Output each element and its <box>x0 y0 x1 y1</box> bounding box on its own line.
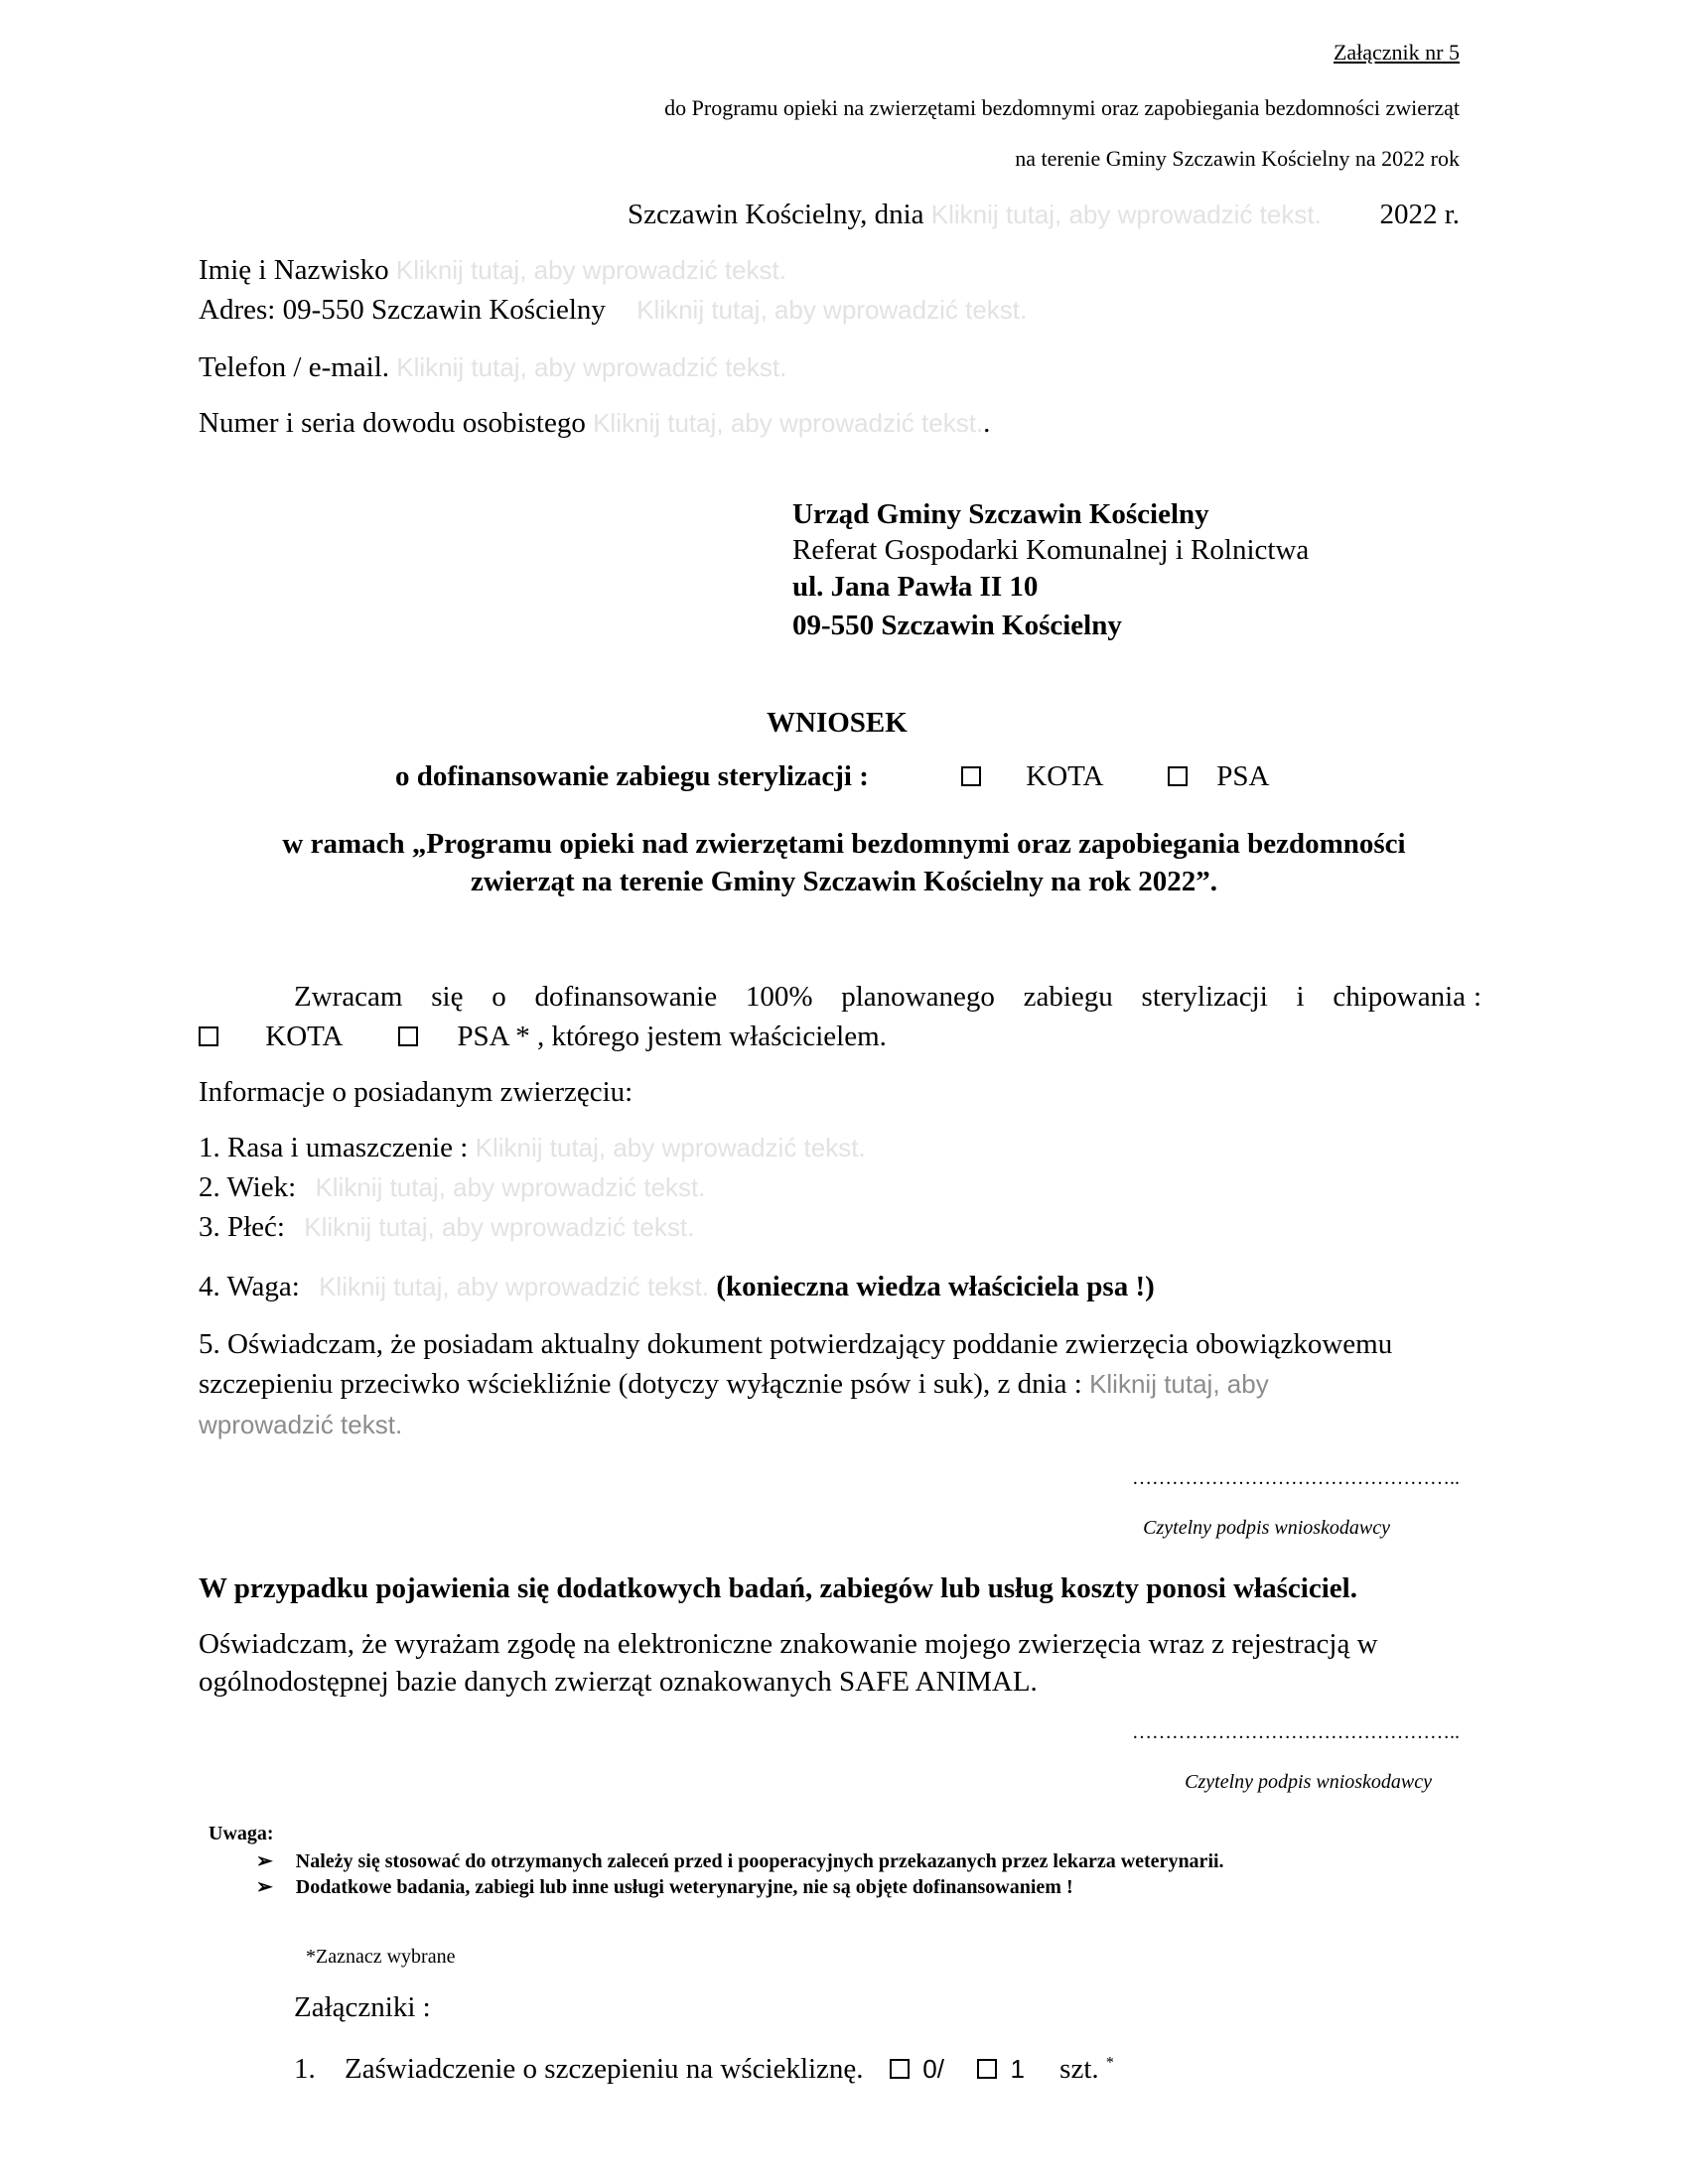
program-title-line2: zwierząt na terenie Gminy Szczawin Kościelny na rok 2022”. <box>470 866 1218 897</box>
weight-input[interactable]: Kliknij tutaj, aby wprowadzić tekst. <box>319 1272 710 1301</box>
date-prefix: Szczawin Kościelny, dnia <box>628 199 924 230</box>
signature-line-1: ………………………………………….. <box>1132 1467 1460 1489</box>
vaccination-date-input[interactable]: Kliknij tutaj, aby <box>1089 1369 1269 1399</box>
request-dog-label: PSA * , którego jestem właścicielem. <box>457 1021 887 1052</box>
attachments-heading: Załączniki : <box>294 1991 431 2023</box>
request-options <box>199 1021 887 1053</box>
program-reference-line1: do Programu opieki na zwierzętami bezdomnymi oraz zapobiegania bezdomności zwierząt <box>664 95 1460 120</box>
request-text: Zwracam się o dofinansowanie 100% planowanego zabiegu sterylizacji i chipowania <box>294 981 1466 1013</box>
cat-checkbox[interactable] <box>961 766 981 786</box>
id-input[interactable]: Kliknij tutaj, aby wprowadzić tekst. <box>593 408 984 438</box>
consent-line2: ogólnodostępnej bazie danych zwierząt oznakowanych SAFE ANIMAL. <box>199 1666 1038 1698</box>
note-item-2 <box>256 1874 1073 1899</box>
attachment-number: 1. <box>294 2053 316 2085</box>
breed-row <box>199 1132 866 1164</box>
age-input[interactable]: Kliknij tutaj, aby wprowadzić tekst. <box>315 1172 706 1202</box>
count-one-label: 1 <box>1010 2054 1025 2084</box>
program-reference-line2: na terenie Gminy Szczawin Kościelny na 2022 rok <box>1015 146 1460 171</box>
vaccination-date-input-cont[interactable]: wprowadzić tekst. <box>199 1410 403 1439</box>
recipient-city: 09-550 Szczawin Kościelny <box>792 610 1122 641</box>
id-row <box>199 407 990 440</box>
id-end: . <box>983 407 991 439</box>
vaccination-line2 <box>199 1368 1269 1401</box>
age-label: 2. Wiek: <box>199 1171 297 1203</box>
title-option-dog[interactable] <box>1168 760 1269 793</box>
annex-number: Załącznik nr 5 <box>1333 40 1460 65</box>
sex-label: 3. Płeć: <box>199 1211 285 1243</box>
phone-row <box>199 351 786 384</box>
attachment-text: Zaświadczenie o szczepieniu na wściekliznę. <box>345 2053 864 2085</box>
recipient-department: Referat Gospodarki Komunalnej i Rolnictwa <box>792 534 1310 566</box>
note-item-1 <box>256 1848 1224 1873</box>
costs-notice: W przypadku pojawienia się dodatkowych badań, zabiegów lub usług koszty ponosi właściciel. <box>199 1572 1357 1604</box>
request-cat-checkbox[interactable] <box>199 1026 218 1046</box>
subtitle-row <box>395 760 869 793</box>
date-year: 2022 r. <box>1379 199 1460 230</box>
attachment-item-1 <box>294 2053 864 2086</box>
signature-line-2: ………………………………………….. <box>1132 1721 1460 1743</box>
signature-caption-2: Czytelny podpis wnioskodawcy <box>1185 1771 1432 1793</box>
weight-label: 4. Waga: <box>199 1271 300 1302</box>
document-title: WNIOSEK <box>767 707 908 739</box>
breed-label: 1. Rasa i umaszczenie : <box>199 1132 469 1163</box>
note-heading: Uwaga: <box>209 1823 274 1844</box>
address-row <box>199 294 1027 327</box>
recipient-street: ul. Jana Pawła II 10 <box>792 571 1039 603</box>
address-label: Adres: 09-550 Szczawin Kościelny <box>199 294 606 326</box>
date-input[interactable]: Kliknij tutaj, aby wprowadzić tekst. <box>930 200 1322 229</box>
address-input[interactable]: Kliknij tutaj, aby wprowadzić tekst. <box>636 295 1028 325</box>
weight-note: (konieczna wiedza właściciela psa !) <box>716 1271 1155 1302</box>
vaccination-line1: 5. Oświadczam, że posiadam aktualny dokument potwierdzający poddanie zwierzęcia obowiązkowemu <box>199 1328 1393 1360</box>
recipient-office: Urząd Gminy Szczawin Kościelny <box>792 498 1209 530</box>
age-row <box>199 1171 705 1204</box>
animal-info-heading: Informacje o posiadanym zwierzęciu: <box>199 1076 633 1108</box>
date-line <box>628 199 1322 231</box>
note-item-1-text: Należy się stosować do otrzymanych zaleceń przed i pooperacyjnych przekazanych przez lekarza weterynarii. <box>295 1850 1224 1872</box>
bullet-arrow-icon: ➢ <box>256 1850 273 1872</box>
name-label: Imię i Nazwisko <box>199 254 389 286</box>
mark-note: *Zaznacz wybrane <box>306 1946 456 1968</box>
weight-row <box>199 1271 1155 1303</box>
request-colon: : <box>1473 981 1481 1013</box>
request-line1 <box>199 981 1466 1014</box>
phone-input[interactable]: Kliknij tutaj, aby wprowadzić tekst. <box>396 352 787 382</box>
id-label: Numer i seria dowodu osobistego <box>199 407 586 439</box>
phone-label: Telefon / e-mail. <box>199 351 390 383</box>
consent-line1: Oświadczam, że wyrażam zgodę na elektroniczne znakowanie mojego zwierzęcia wraz z rejestracją w <box>199 1628 1378 1660</box>
count-one-checkbox[interactable] <box>977 2059 997 2079</box>
program-title-line1: w ramach „Programu opieki nad zwierzętami bezdomnymi oraz zapobiegania bezdomności <box>282 828 1406 860</box>
subtitle-text: o dofinansowanie zabiegu sterylizacji : <box>395 760 869 792</box>
sex-input[interactable]: Kliknij tutaj, aby wprowadzić tekst. <box>304 1212 695 1242</box>
cat-option-label: KOTA <box>1026 760 1104 792</box>
count-star: * <box>1105 2054 1114 2072</box>
count-zero-label: 0/ <box>922 2054 944 2084</box>
name-row <box>199 254 786 287</box>
signature-caption-1: Czytelny podpis wnioskodawcy <box>1143 1517 1390 1539</box>
title-option-cat[interactable] <box>961 760 1103 793</box>
count-zero-checkbox[interactable] <box>890 2059 910 2079</box>
note-item-2-text: Dodatkowe badania, zabiegi lub inne usługi weterynaryjne, nie są objęte dofinansowaniem ! <box>295 1876 1073 1898</box>
breed-input[interactable]: Kliknij tutaj, aby wprowadzić tekst. <box>475 1133 866 1162</box>
attachment-count-options <box>890 2053 1114 2086</box>
request-cat-label: KOTA <box>265 1021 342 1052</box>
bullet-arrow-icon: ➢ <box>256 1876 273 1898</box>
name-input[interactable]: Kliknij tutaj, aby wprowadzić tekst. <box>395 255 786 285</box>
dog-option-label: PSA <box>1216 760 1270 792</box>
sex-row <box>199 1211 694 1244</box>
dog-checkbox[interactable] <box>1168 766 1188 786</box>
request-dog-checkbox[interactable] <box>398 1026 418 1046</box>
vaccination-label: szczepieniu przeciwko wściekliźnie (dotyczy wyłącznie psów i suk), z dnia : <box>199 1368 1082 1400</box>
count-unit: szt. <box>1059 2053 1099 2085</box>
